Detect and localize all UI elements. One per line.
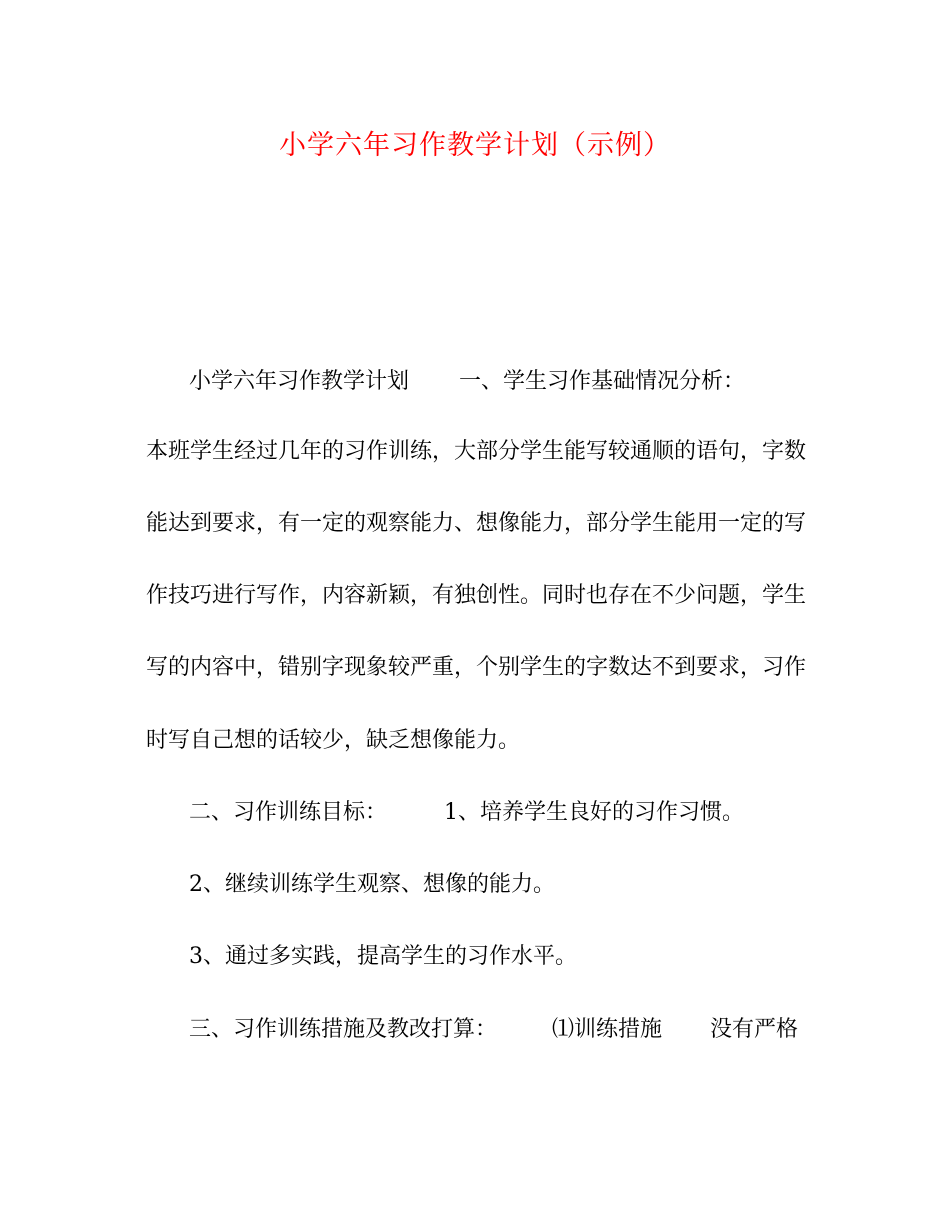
section-two-line xyxy=(189,797,744,829)
section-two-heading: 二、习作训练目标： xyxy=(189,800,388,825)
goal-item: 2、继续训练学生观察、想像的能力。 xyxy=(189,872,555,897)
paragraph-line: 时写自己想的话较少，缺乏想像能力。 xyxy=(146,728,521,753)
section-three-line xyxy=(189,1014,798,1046)
section-three-heading: 三、习作训练措施及教改打算： xyxy=(189,1017,498,1042)
paragraph-heading-line xyxy=(189,366,745,398)
plan-heading: 小学六年习作教学计划 xyxy=(189,369,410,394)
paragraph-line: 本班学生经过几年的习作训练，大部分学生能写较通顺的语句，字数 xyxy=(146,439,807,464)
paragraph-line: 能达到要求，有一定的观察能力、想像能力，部分学生能用一定的写 xyxy=(146,511,807,536)
paragraph-line: 写的内容中，错别字现象较严重，个别学生的字数达不到要求，习作 xyxy=(146,655,807,680)
measures-text: 没有严格 xyxy=(710,1017,799,1042)
goal-item: 1、培养学生良好的习作习惯。 xyxy=(444,800,745,825)
paragraph-line: 作技巧进行写作，内容新颖，有独创性。同时也存在不少问题，学生 xyxy=(146,583,807,608)
goal-item: 3、通过多实践，提高学生的习作水平。 xyxy=(189,944,577,969)
document-title: 小学六年习作教学计划（示例） xyxy=(279,130,671,161)
section-one-heading: 一、学生习作基础情况分析： xyxy=(459,369,746,394)
measures-subheading: ⑴训练措施 xyxy=(552,1017,663,1042)
